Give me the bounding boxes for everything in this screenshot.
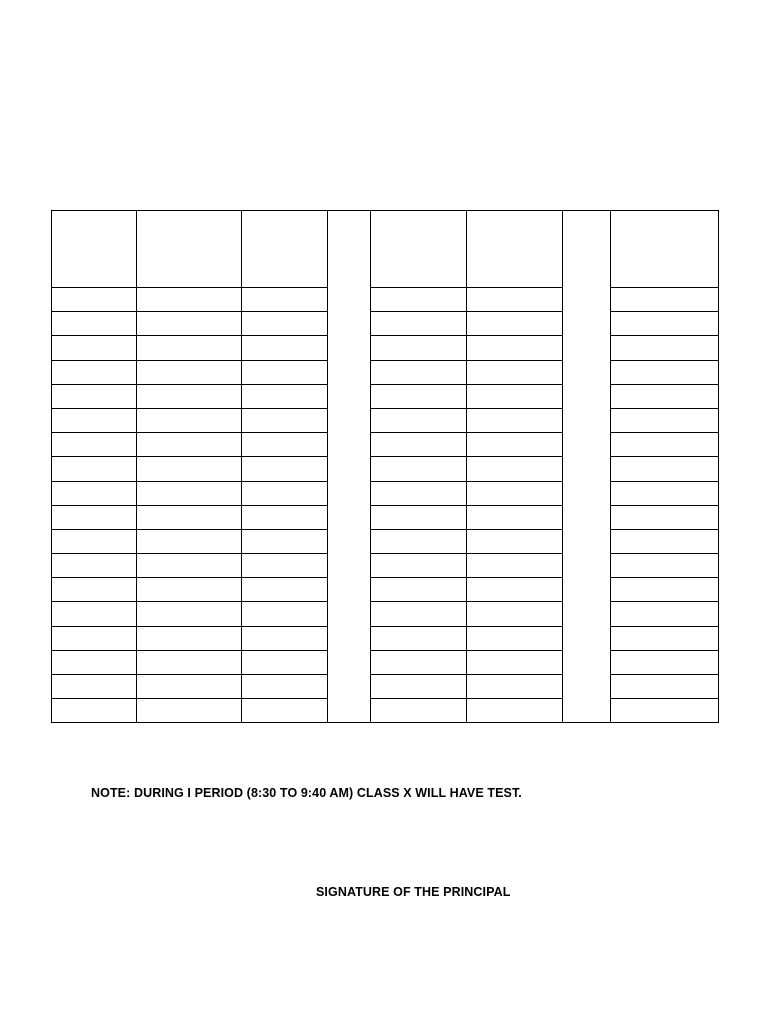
table-cell	[52, 408, 137, 432]
table-cell	[242, 360, 328, 384]
table-cell	[467, 312, 563, 336]
table-cell	[52, 554, 137, 578]
table-row	[52, 529, 719, 553]
table-row	[52, 288, 719, 312]
table-row	[52, 650, 719, 674]
table-cell	[611, 650, 719, 674]
table-cell	[242, 650, 328, 674]
table-cell	[467, 554, 563, 578]
table-cell	[371, 457, 467, 481]
table-cell	[467, 626, 563, 650]
table-cell	[242, 505, 328, 529]
table-cell	[467, 675, 563, 699]
table-cell	[371, 312, 467, 336]
table-cell	[52, 529, 137, 553]
table-cell	[611, 336, 719, 360]
table-cell	[467, 481, 563, 505]
table-header-cell	[611, 211, 719, 288]
table-cell	[137, 554, 242, 578]
table-row	[52, 384, 719, 408]
table-cell	[467, 384, 563, 408]
table-row	[52, 312, 719, 336]
table-cell	[611, 312, 719, 336]
table-cell	[137, 602, 242, 626]
table-header-cell	[371, 211, 467, 288]
table-cell	[242, 336, 328, 360]
table-cell	[137, 626, 242, 650]
table-cell	[137, 650, 242, 674]
table-cell	[371, 505, 467, 529]
table-row	[52, 626, 719, 650]
table-cell	[52, 384, 137, 408]
table-row	[52, 675, 719, 699]
table-cell	[137, 408, 242, 432]
table-cell	[611, 288, 719, 312]
table-cell	[371, 288, 467, 312]
table-cell	[137, 699, 242, 723]
table-row	[52, 433, 719, 457]
table-cell	[371, 650, 467, 674]
table-cell	[242, 433, 328, 457]
table-row	[52, 554, 719, 578]
table-cell	[137, 384, 242, 408]
table-cell	[52, 675, 137, 699]
table-cell	[371, 433, 467, 457]
table-cell	[611, 457, 719, 481]
table-cell	[52, 288, 137, 312]
table-cell	[242, 529, 328, 553]
table-cell	[467, 457, 563, 481]
table-row	[52, 360, 719, 384]
table-cell	[611, 578, 719, 602]
table-cell	[137, 481, 242, 505]
table-cell	[52, 457, 137, 481]
table-cell	[242, 481, 328, 505]
timetable-grid	[51, 210, 719, 723]
table-header-cell	[137, 211, 242, 288]
table-row	[52, 578, 719, 602]
table-cell	[242, 312, 328, 336]
table-cell	[467, 578, 563, 602]
table-cell	[467, 360, 563, 384]
table-cell	[137, 578, 242, 602]
table-cell	[467, 602, 563, 626]
table-cell	[52, 336, 137, 360]
table-cell	[137, 675, 242, 699]
table-cell	[467, 650, 563, 674]
table-cell	[611, 554, 719, 578]
table-cell	[52, 699, 137, 723]
table-cell	[611, 529, 719, 553]
table-cell	[467, 288, 563, 312]
break-column	[328, 211, 371, 723]
table-cell	[52, 505, 137, 529]
table-cell	[467, 408, 563, 432]
table-cell	[137, 505, 242, 529]
table-row	[52, 481, 719, 505]
table-cell	[242, 457, 328, 481]
table-cell	[611, 408, 719, 432]
table-cell	[242, 384, 328, 408]
table-cell	[52, 481, 137, 505]
table-row	[52, 505, 719, 529]
note-text: NOTE: DURING I PERIOD (8:30 TO 9:40 AM) CLASS X WILL HAVE TEST.	[91, 786, 522, 800]
table-cell	[611, 384, 719, 408]
table-cell	[52, 312, 137, 336]
table-cell	[242, 288, 328, 312]
table-cell	[52, 360, 137, 384]
table-row	[52, 457, 719, 481]
table-cell	[137, 457, 242, 481]
table-cell	[371, 408, 467, 432]
table-cell	[371, 699, 467, 723]
table-header-cell	[467, 211, 563, 288]
table-cell	[371, 602, 467, 626]
table-cell	[371, 481, 467, 505]
table-cell	[371, 675, 467, 699]
table-cell	[467, 505, 563, 529]
table-cell	[467, 433, 563, 457]
table-row	[52, 408, 719, 432]
table-cell	[242, 675, 328, 699]
table-row	[52, 602, 719, 626]
table-cell	[467, 699, 563, 723]
table-cell	[242, 626, 328, 650]
table-cell	[242, 408, 328, 432]
table-cell	[52, 433, 137, 457]
table-row	[52, 336, 719, 360]
table-cell	[137, 360, 242, 384]
table-cell	[611, 626, 719, 650]
table-cell	[371, 554, 467, 578]
table-cell	[242, 602, 328, 626]
table-header-cell	[242, 211, 328, 288]
table-cell	[52, 578, 137, 602]
table-cell	[371, 529, 467, 553]
table-cell	[371, 336, 467, 360]
table-cell	[52, 602, 137, 626]
table-cell	[371, 626, 467, 650]
table-cell	[137, 288, 242, 312]
table-cell	[611, 699, 719, 723]
table-cell	[52, 626, 137, 650]
table-cell	[611, 675, 719, 699]
table-cell	[242, 578, 328, 602]
table-cell	[611, 602, 719, 626]
table-cell	[467, 529, 563, 553]
table-header-row	[52, 211, 719, 288]
table-cell	[611, 481, 719, 505]
table-cell	[467, 336, 563, 360]
table-cell	[371, 384, 467, 408]
table-header-cell	[52, 211, 137, 288]
table-cell	[137, 336, 242, 360]
table-cell	[52, 650, 137, 674]
timetable-body	[52, 211, 719, 723]
table-cell	[371, 578, 467, 602]
table-cell	[611, 360, 719, 384]
table-cell	[371, 360, 467, 384]
table-cell	[242, 699, 328, 723]
table-cell	[611, 505, 719, 529]
table-cell	[137, 529, 242, 553]
principal-signature-label: SIGNATURE OF THE PRINCIPAL	[316, 885, 511, 899]
table-row	[52, 699, 719, 723]
table-cell	[242, 554, 328, 578]
table-cell	[611, 433, 719, 457]
break-column	[563, 211, 611, 723]
table-cell	[137, 312, 242, 336]
table-cell	[137, 433, 242, 457]
